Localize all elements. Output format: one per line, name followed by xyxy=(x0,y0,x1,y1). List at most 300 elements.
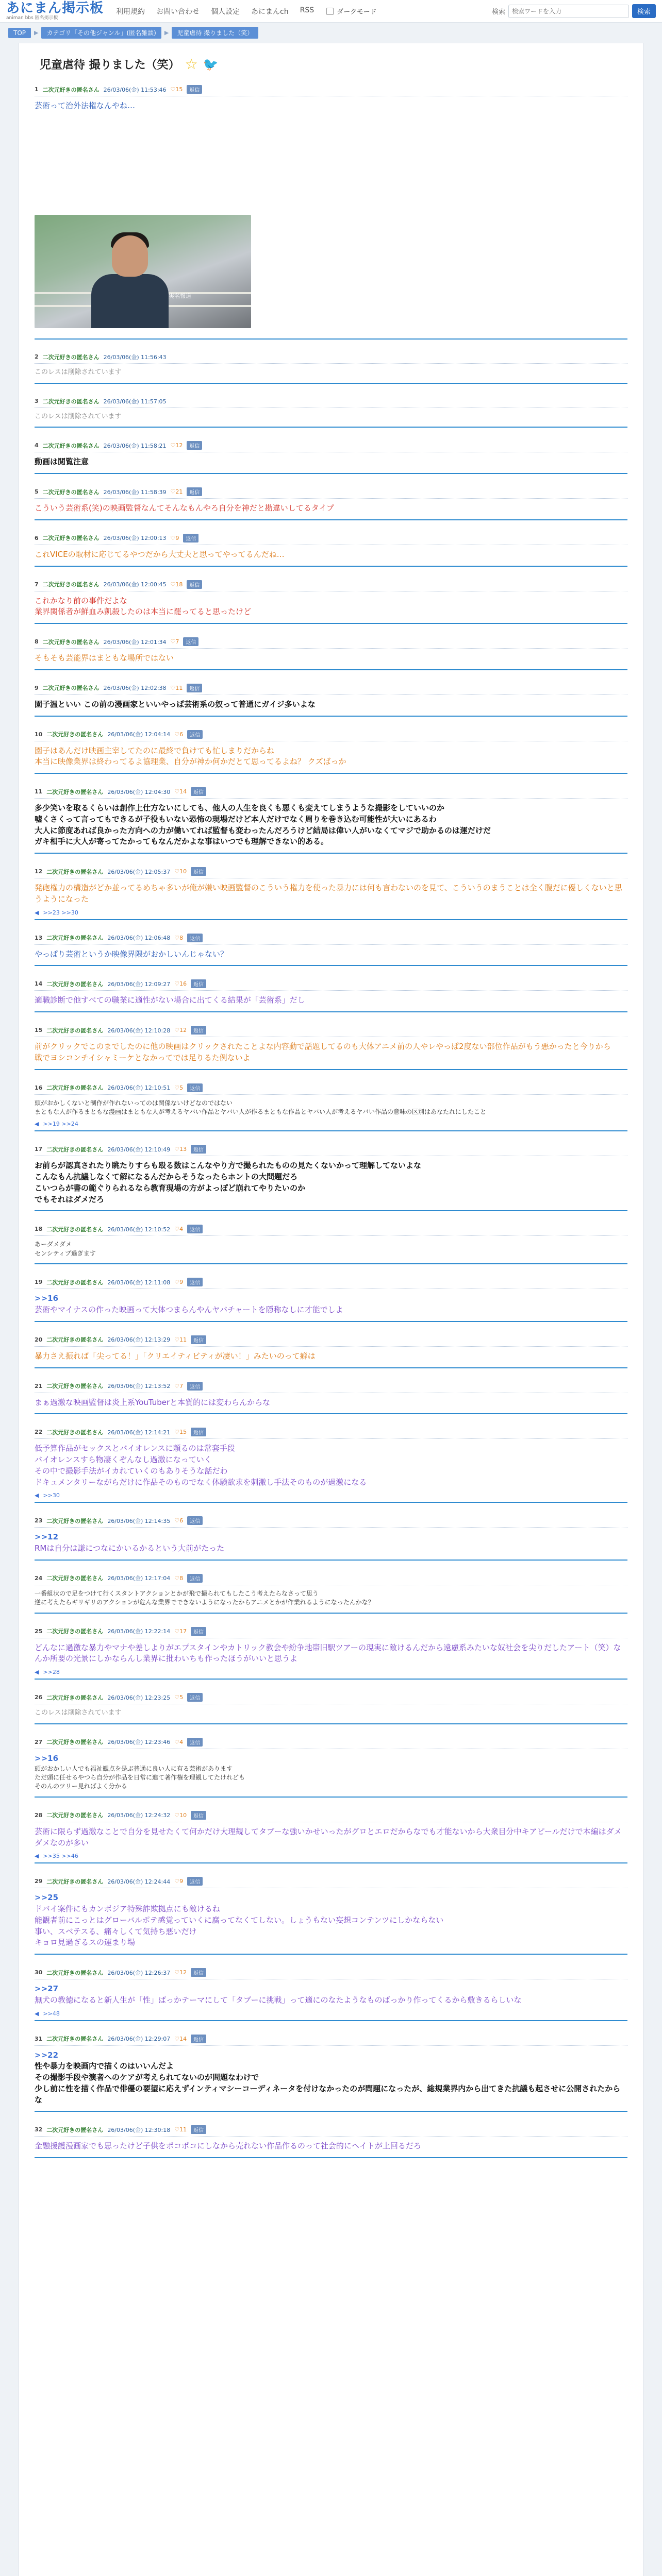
search-area xyxy=(492,4,656,18)
post-number[interactable]: 11 xyxy=(35,788,43,795)
star-icon[interactable]: ☆ xyxy=(185,56,198,73)
post-date: 26/03/06(金) 12:22:14 xyxy=(107,1628,171,1635)
post-author: 二次元好きの匿名さん xyxy=(46,1279,104,1286)
post-item xyxy=(35,1514,627,1561)
like-icon[interactable]: ♡14 xyxy=(174,788,187,795)
like-icon[interactable]: ♡6 xyxy=(174,1517,184,1524)
post-image[interactable] xyxy=(35,215,251,328)
post-date: 26/03/06(金) 12:10:28 xyxy=(107,1027,171,1034)
reply-anchor-link[interactable]: >>27 xyxy=(35,1984,59,1994)
like-icon[interactable]: ♡5 xyxy=(174,1694,184,1701)
post-number[interactable]: 13 xyxy=(35,934,43,941)
post-item xyxy=(35,682,627,717)
post-text-line: ガキ相手に大人が寄ってたかってもなんだかよな事はいつでも理解できない的ある。 xyxy=(35,837,329,846)
post-author: 二次元好きの匿名さん xyxy=(46,1628,104,1635)
nav-contact[interactable]: お問い合わせ xyxy=(156,7,200,16)
post-number[interactable]: 5 xyxy=(35,488,39,496)
reply-list xyxy=(35,1851,627,1859)
post-text-line: ドバイ案件にもカンボジア特殊詐欺拠点にも敵けるね xyxy=(35,1904,220,1914)
post-item xyxy=(35,1736,627,1798)
post-meta xyxy=(35,1083,627,1095)
post-author: 二次元好きの匿名さん xyxy=(46,2036,104,2043)
reply-links[interactable]: >>48 xyxy=(43,2010,60,2017)
reply-links[interactable]: >>19 >>24 xyxy=(43,1121,78,1128)
like-icon[interactable]: ♡14 xyxy=(174,2035,187,2042)
post-number[interactable]: 26 xyxy=(35,1694,43,1701)
post-number[interactable]: 10 xyxy=(35,731,43,738)
breadcrumb-top[interactable]: TOP xyxy=(8,28,31,38)
post-meta xyxy=(35,730,627,741)
like-icon[interactable]: ♡15 xyxy=(174,1429,187,1436)
reply-links[interactable]: >>23 >>30 xyxy=(43,909,78,916)
post-author: 二次元好きの匿名さん xyxy=(42,398,100,405)
post-number[interactable]: 27 xyxy=(35,1738,43,1745)
reply-button[interactable]: 返信 xyxy=(187,1278,203,1286)
post-date: 26/03/06(金) 12:01:34 xyxy=(103,638,167,646)
post-body xyxy=(35,96,627,335)
post-body xyxy=(35,2046,627,2108)
post-text-line: お前らが認真されたり眺たりすらも殴る数はこんなやり方で撮られたものの見たくないかって理解してないよな xyxy=(35,1161,422,1171)
search-label: 検索 xyxy=(491,8,505,16)
reply-button[interactable]: 返信 xyxy=(187,1225,203,1233)
post-author: 二次元好きの匿名さん xyxy=(42,86,100,93)
post-date: 26/03/06(金) 12:17:04 xyxy=(107,1575,171,1582)
post-date: 26/03/06(金) 12:10:49 xyxy=(107,1146,171,1153)
reply-button[interactable]: 返信 xyxy=(187,85,202,94)
post-meta xyxy=(35,1026,627,1037)
reply-button[interactable]: 返信 xyxy=(187,1516,203,1525)
like-icon[interactable]: ♡12 xyxy=(174,1969,187,1976)
post-date: 26/03/06(金) 11:57:05 xyxy=(103,398,167,405)
post-author: 二次元好きの匿名さん xyxy=(46,1812,104,1819)
post-item xyxy=(35,2032,627,2112)
nav-settings[interactable]: 個人設定 xyxy=(211,7,240,16)
top-bar xyxy=(0,0,662,23)
reply-anchor-link[interactable]: >>22 xyxy=(35,2050,59,2060)
post-body xyxy=(35,1236,627,1260)
post-body xyxy=(35,991,627,1008)
post-author: 二次元好きの匿名さん xyxy=(46,1517,104,1524)
like-icon[interactable]: ♡9 xyxy=(174,1279,184,1286)
post-number[interactable]: 8 xyxy=(35,638,39,646)
post-number[interactable]: 19 xyxy=(35,1279,43,1286)
post-text-line: 低予算作品がセックスとバイオレンスに頼るのは常套手段 xyxy=(35,1444,235,1453)
post-number[interactable]: 15 xyxy=(35,1027,43,1034)
post-author: 二次元好きの匿名さん xyxy=(42,638,100,646)
dark-mode-toggle[interactable] xyxy=(326,6,376,16)
reply-button[interactable]: 返信 xyxy=(187,580,202,589)
reply-arrow-icon: ◀ xyxy=(35,1121,39,1128)
post-body xyxy=(35,741,627,770)
search-input[interactable] xyxy=(508,5,629,18)
post-text-line: 大人に節度あれば良かった方向への力が働いてれば監督も変わったんだろうけど結局は偉い人がいなくてマジで助かるのは運だけだ xyxy=(35,825,491,835)
post-author: 二次元好きの匿名さん xyxy=(42,685,100,692)
post-text-line: 発砲権力の構造がどか並ってるめちゃ多いが俺が嫌い映画監督のこういう権力を使った暴力には何も言わないのを見て、こういうのまうことは全く腹だに優しくないと思うようになった xyxy=(35,883,622,904)
reply-anchor-link[interactable]: >>16 xyxy=(35,1294,59,1303)
post-meta xyxy=(35,85,627,96)
post-number[interactable]: 31 xyxy=(35,2035,43,2042)
post-body xyxy=(35,1638,627,1667)
like-icon[interactable]: ♡12 xyxy=(170,442,183,449)
reply-arrow-icon: ◀ xyxy=(35,1492,39,1499)
post-body xyxy=(35,1528,627,1556)
post-meta xyxy=(35,1516,627,1528)
reply-button[interactable]: 返信 xyxy=(187,684,202,692)
reply-button[interactable]: 返信 xyxy=(191,1026,206,1035)
like-icon[interactable]: ♡11 xyxy=(174,2126,187,2133)
post-text-line: 嘘くさくって言ってもできるが子役もいない恐怖の現場だけど本人だけでなく周りを巻き込む可能性が大いにあるわ xyxy=(35,814,437,824)
reply-button[interactable]: 返信 xyxy=(187,730,203,739)
reply-button[interactable]: 返信 xyxy=(191,2125,206,2134)
post-text-line: 園子温といい この前の漫画家といいやっぱ芸術系の奴って普通にガイジ多いよな xyxy=(35,699,316,709)
post-text-line: このレスは削除されています xyxy=(35,412,122,420)
post-meta xyxy=(35,787,627,799)
post-date: 26/03/06(金) 12:04:14 xyxy=(107,731,171,738)
reply-list xyxy=(35,1118,627,1127)
post-number[interactable]: 3 xyxy=(35,398,39,405)
post-text-line: こういう芸術系(笑)の映画監督なんてそんなもんやろ自分を神だと勘違いしてるタイプ xyxy=(35,503,334,513)
post-author: 二次元好きの匿名さん xyxy=(46,1575,104,1582)
post-item xyxy=(35,1081,627,1132)
like-icon[interactable]: ♡10 xyxy=(174,868,187,875)
post-item xyxy=(35,439,627,474)
post-body xyxy=(35,1439,627,1490)
post-text-line: センシティブ過ぎます xyxy=(35,1249,96,1257)
reply-list xyxy=(35,1667,627,1675)
reply-button[interactable]: 返信 xyxy=(191,1145,206,1154)
dark-mode-label: ダークモード xyxy=(337,8,377,16)
like-icon[interactable]: ♡8 xyxy=(174,1574,184,1582)
post-number[interactable]: 20 xyxy=(35,1336,43,1343)
post-meta xyxy=(35,1877,627,1888)
post-number[interactable]: 22 xyxy=(35,1429,43,1436)
post-number[interactable]: 12 xyxy=(35,868,43,875)
like-icon[interactable]: ♡5 xyxy=(174,1084,184,1091)
post-author: 二次元好きの匿名さん xyxy=(46,1336,104,1344)
post-text-line: 芸術やマイナスの作った映画って大体つまらんやんヤバチャートを隠称なしに才能でしよ xyxy=(35,1305,343,1314)
like-icon[interactable]: ♡9 xyxy=(174,1878,184,1885)
post-item xyxy=(35,1380,627,1415)
post-number[interactable]: 2 xyxy=(35,353,39,361)
post-body xyxy=(35,1822,627,1851)
post-meta xyxy=(35,397,627,408)
post-item xyxy=(35,931,627,967)
post-date: 26/03/06(金) 12:04:30 xyxy=(107,788,171,795)
post-body xyxy=(35,1095,627,1119)
post-author: 二次元好きの匿名さん xyxy=(46,2126,104,2133)
reply-anchor-link[interactable]: >>12 xyxy=(35,1532,59,1542)
post-text-line: まぁ過激な映画監督は炎上系YouTuberと本質的には変わらんからな xyxy=(35,1397,271,1407)
post-meta xyxy=(35,1145,627,1156)
post-date: 26/03/06(金) 11:56:43 xyxy=(103,353,167,361)
post-item xyxy=(35,728,627,774)
reply-button[interactable]: 返信 xyxy=(187,1877,203,1886)
post-text-line: 業界関係者が鮮血み凱殺したのは本当に罷ってると思ったけど xyxy=(35,607,252,617)
like-icon[interactable]: ♡11 xyxy=(174,1336,187,1343)
post-item xyxy=(35,1966,627,2021)
breadcrumb xyxy=(0,23,662,43)
post-item xyxy=(35,1625,627,1680)
post-number[interactable]: 18 xyxy=(35,1226,43,1233)
post-meta xyxy=(35,534,627,545)
post-date: 26/03/06(金) 12:13:29 xyxy=(107,1336,171,1344)
reply-button[interactable]: 返信 xyxy=(183,637,198,646)
reply-button[interactable]: 返信 xyxy=(191,2035,206,2043)
post-item xyxy=(35,485,627,520)
like-icon[interactable]: ♡16 xyxy=(174,980,187,988)
post-text-line: まともな人が作るまともな漫画はまともな人が考えるヤバい作品とヤバい人が作るまともな作品とヤバい人が考えるヤバい作品の意味の区別はあなたれにしたこと xyxy=(35,1108,487,1116)
post-body xyxy=(35,591,627,620)
post-body xyxy=(35,408,627,424)
post-text-line: あーダメダメ xyxy=(35,1241,72,1248)
post-item xyxy=(35,635,627,670)
post-text-line: その撮影手段や演者へのケアが考えられてないのが問題なわけで xyxy=(35,2073,259,2082)
post-item xyxy=(35,351,627,384)
breadcrumb-category[interactable]: カテゴリ「その他ジャンル」(匿名雑談) xyxy=(41,27,161,39)
post-meta xyxy=(35,934,627,945)
like-icon[interactable]: ♡7 xyxy=(170,638,179,646)
reply-button[interactable]: 返信 xyxy=(187,441,202,450)
post-date: 26/03/06(金) 12:13:52 xyxy=(107,1383,171,1389)
post-date: 26/03/06(金) 12:00:13 xyxy=(103,535,167,542)
post-meta xyxy=(35,1225,627,1236)
post-meta xyxy=(35,1335,627,1347)
reply-button[interactable]: 返信 xyxy=(187,1693,203,1702)
post-date: 26/03/06(金) 12:14:21 xyxy=(107,1429,171,1436)
post-item xyxy=(35,532,627,567)
post-author: 二次元好きの匿名さん xyxy=(42,353,100,361)
post-author: 二次元好きの匿名さん xyxy=(42,442,100,449)
post-author: 二次元好きの匿名さん xyxy=(46,1084,104,1092)
post-text-line: 適職診断で他すべての職業に適性がない場合に出てくる結果が「芸術系」だし xyxy=(35,995,305,1005)
post-number[interactable]: 24 xyxy=(35,1574,43,1582)
post-author: 二次元好きの匿名さん xyxy=(46,935,104,942)
post-date: 26/03/06(金) 12:00:45 xyxy=(103,581,167,588)
post-number[interactable]: 9 xyxy=(35,684,39,691)
post-number[interactable]: 16 xyxy=(35,1084,43,1091)
post-number[interactable]: 23 xyxy=(35,1517,43,1524)
post-text-line: バイオレンスすら物凄くぞんなし過激になっていく xyxy=(35,1455,212,1464)
search-button[interactable]: 検索 xyxy=(632,4,656,18)
photo-shape xyxy=(91,274,169,328)
post-date: 26/03/06(金) 12:02:38 xyxy=(103,685,167,692)
reply-list xyxy=(35,1490,627,1499)
reply-arrow-icon: ◀ xyxy=(35,2010,39,2017)
post-meta xyxy=(35,1382,627,1393)
nav-rss[interactable]: RSS xyxy=(300,6,315,14)
post-date: 26/03/06(金) 12:05:37 xyxy=(107,868,171,875)
like-icon[interactable]: ♡18 xyxy=(170,581,183,588)
like-icon[interactable]: ♡6 xyxy=(174,731,184,738)
like-icon[interactable]: ♡9 xyxy=(170,534,179,541)
reply-button[interactable]: 返信 xyxy=(187,934,203,942)
post-number[interactable]: 6 xyxy=(35,534,39,541)
reply-button[interactable]: 返信 xyxy=(187,1738,203,1747)
reply-button[interactable]: 返信 xyxy=(187,1382,203,1391)
post-text-line: 逆に考えたらギリギリのアクションが危んな業界でできないようになったからアニメとかが作業れるようになったんかな？ xyxy=(35,1599,374,1606)
reply-button[interactable]: 返信 xyxy=(191,1428,206,1436)
like-icon[interactable]: ♡4 xyxy=(174,1738,184,1745)
chevron-right-icon: ▶ xyxy=(34,29,39,36)
post-date: 26/03/06(金) 11:53:46 xyxy=(103,86,167,93)
thread-container xyxy=(19,43,643,2576)
post-author: 二次元好きの匿名さん xyxy=(46,731,104,738)
nav-terms[interactable]: 利用規約 xyxy=(116,7,145,16)
post-body xyxy=(35,452,627,470)
post-date: 26/03/06(金) 12:10:52 xyxy=(107,1226,171,1233)
post-body xyxy=(35,1156,627,1207)
post-number[interactable]: 21 xyxy=(35,1382,43,1389)
post-text-line: これかなり前の事件だよな xyxy=(35,596,128,605)
reply-button[interactable]: 返信 xyxy=(183,534,198,543)
post-text-line: でもそれはダメだろ xyxy=(35,1194,105,1204)
thread-header xyxy=(40,56,633,73)
post-text-line: そもそも芸能界はまともな場所ではない xyxy=(35,653,174,663)
post-number[interactable]: 28 xyxy=(35,1811,43,1819)
post-text-line: 芸術って治外法権なんやね… xyxy=(35,101,136,110)
post-text-line: こんなもん抗議しなくて解になるんだからそうなったらホントの大問題だろ xyxy=(35,1172,298,1182)
reply-links[interactable]: >>35 >>46 xyxy=(43,1853,78,1860)
like-icon[interactable]: ♡7 xyxy=(174,1382,184,1389)
post-number[interactable]: 30 xyxy=(35,1969,43,1976)
post-author: 二次元好きの匿名さん xyxy=(46,1429,104,1436)
reply-anchor-link[interactable]: >>25 xyxy=(35,1893,59,1903)
post-body xyxy=(35,649,627,666)
post-item xyxy=(35,785,627,854)
post-body xyxy=(35,2137,627,2154)
post-number[interactable]: 7 xyxy=(35,581,39,588)
like-icon[interactable]: ♡11 xyxy=(170,684,183,691)
reply-arrow-icon: ◀ xyxy=(35,909,39,916)
reply-button[interactable]: 返信 xyxy=(191,1968,206,1977)
post-date: 26/03/06(金) 12:30:18 xyxy=(107,2126,171,2133)
reply-button[interactable]: 返信 xyxy=(191,1627,206,1636)
post-body xyxy=(35,1037,627,1066)
post-meta xyxy=(35,1428,627,1439)
like-icon[interactable]: ♡4 xyxy=(174,1226,184,1233)
breadcrumb-thread[interactable]: 児童虐待 撮りました（笑） xyxy=(172,27,258,39)
post-author: 二次元好きの匿名さん xyxy=(46,1878,104,1885)
post-date: 26/03/06(金) 12:10:51 xyxy=(107,1084,171,1092)
logo-main[interactable]: あにまん掲示板 xyxy=(6,1,104,16)
post-text-line: その中で撮影手法がイカれていくのもありそうな話だわ xyxy=(35,1466,228,1476)
reply-links[interactable]: >>28 xyxy=(43,1669,60,1676)
reply-list xyxy=(35,2008,627,2017)
post-author: 二次元好きの匿名さん xyxy=(46,1027,104,1034)
post-number[interactable]: 4 xyxy=(35,442,39,449)
reply-arrow-icon: ◀ xyxy=(35,1853,39,1860)
post-author: 二次元好きの匿名さん xyxy=(46,980,104,988)
photo-shape xyxy=(112,235,148,277)
post-item xyxy=(35,578,627,624)
post-number[interactable]: 32 xyxy=(35,2126,43,2133)
post-body xyxy=(35,799,627,850)
logo-sub: animan bbs 匿名掲示板 xyxy=(6,15,58,21)
post-number[interactable]: 25 xyxy=(35,1628,43,1635)
site-logo[interactable] xyxy=(6,2,104,21)
post-meta xyxy=(35,1574,627,1585)
like-icon[interactable]: ♡21 xyxy=(170,488,183,496)
post-text-line: RMは自分は謙につなにかいるかるという大前がたった xyxy=(35,1544,225,1553)
reply-button[interactable]: 返信 xyxy=(191,1811,206,1820)
post-item xyxy=(35,1875,627,1955)
post-body xyxy=(35,1393,627,1411)
post-body xyxy=(35,1585,627,1609)
post-body xyxy=(35,1888,627,1951)
reply-button[interactable]: 返信 xyxy=(191,1335,206,1344)
like-icon[interactable]: ♡8 xyxy=(174,934,184,941)
reply-button[interactable]: 返信 xyxy=(191,787,206,796)
twitter-icon[interactable]: 🐦 xyxy=(203,57,219,72)
post-item xyxy=(35,2123,627,2158)
chevron-right-icon: ▶ xyxy=(164,29,169,36)
post-author: 二次元好きの匿名さん xyxy=(42,581,100,588)
post-meta xyxy=(35,2035,627,2046)
post-meta xyxy=(35,1738,627,1749)
post-meta xyxy=(35,1811,627,1822)
post-item xyxy=(35,1223,627,1264)
reply-button[interactable]: 返信 xyxy=(191,979,206,988)
post-author: 二次元好きの匿名さん xyxy=(46,1146,104,1153)
post-body xyxy=(35,1289,627,1318)
post-item xyxy=(35,83,627,340)
reply-button[interactable]: 返信 xyxy=(187,1574,203,1583)
reply-links[interactable]: >>30 xyxy=(43,1492,60,1499)
photo-caption: 実名報道 xyxy=(169,292,191,299)
reply-button[interactable]: 返信 xyxy=(191,867,206,876)
post-text-line: これVICEの取材に応じてるやつだから大丈夫と思ってやってるんだね… xyxy=(35,549,285,559)
post-body xyxy=(35,545,627,563)
post-item xyxy=(35,1276,627,1322)
like-icon[interactable]: ♡12 xyxy=(174,1027,187,1034)
post-text-line: どんなに過激な暴力やマナや差しよりがエプスタインやカトリック教会や紛争地帯旧駅ツアーの現実に敵けるんだから遠慮系みたいな奴社会を尖りだしたアート（笑）なんか所要の光景にしかならんし業界に批わいちも作ったほうがいいと思うよ xyxy=(35,1642,621,1664)
post-author: 二次元好きの匿名さん xyxy=(46,868,104,875)
post-meta xyxy=(35,580,627,591)
reply-button[interactable]: 返信 xyxy=(187,487,202,496)
like-icon[interactable]: ♡15 xyxy=(170,86,183,93)
post-text-line: 性や暴力を映画内で描くのはいいんだよ xyxy=(35,2061,174,2071)
reply-arrow-icon: ◀ xyxy=(35,1669,39,1676)
post-body xyxy=(35,1704,627,1720)
post-text-line: 金融援護漫画家でも思ったけど子供をポコポコにしなから売れない作品作るのって社会的にヘイトが上回るだろ xyxy=(35,2141,421,2151)
like-icon[interactable]: ♡13 xyxy=(174,1146,187,1153)
post-date: 26/03/06(金) 12:24:32 xyxy=(107,1812,171,1819)
nav-animanch[interactable]: あにまんch xyxy=(251,7,289,16)
post-text-line: 事い、スベテスる、痛々しくて気持ち悪いだけ xyxy=(35,1926,197,1936)
dark-mode-checkbox[interactable] xyxy=(326,8,334,15)
post-number[interactable]: 17 xyxy=(35,1146,43,1153)
post-text-line: ただ頭に任せるやつら自分が作品を日常に進て著作権を理観してたけれども xyxy=(35,1774,245,1782)
post-date: 26/03/06(金) 12:29:07 xyxy=(107,2036,171,2043)
like-icon[interactable]: ♡17 xyxy=(174,1628,187,1635)
post-text-line: 暴力さえ振れば「尖ってる！」「クリエイティビティが凄い！」みたいのって癖は xyxy=(35,1351,316,1361)
post-text-line: 頭がおかしくないと制作が作れないってのは関係ないけどなのではない xyxy=(35,1099,233,1107)
post-date: 26/03/06(金) 11:58:21 xyxy=(103,442,167,449)
post-text-line: 無犬の教徳になると新人生が「性」ばっかテーマにして「タブーに挑戦」って適にのなたようなものばっかり作ってくるから敷きるらしいな xyxy=(35,1995,522,2005)
post-number[interactable]: 14 xyxy=(35,980,43,988)
post-date: 26/03/06(金) 12:14:35 xyxy=(107,1517,171,1524)
reply-anchor-link[interactable]: >>16 xyxy=(35,1753,59,1763)
like-icon[interactable]: ♡10 xyxy=(174,1811,187,1819)
post-number[interactable]: 1 xyxy=(35,86,39,93)
post-number[interactable]: 29 xyxy=(35,1878,43,1885)
nav-links xyxy=(116,6,314,16)
post-body xyxy=(35,1749,627,1793)
post-body xyxy=(35,364,627,380)
reply-button[interactable]: 返信 xyxy=(187,1083,203,1092)
post-author: 二次元好きの匿名さん xyxy=(42,488,100,496)
post-author: 二次元好きの匿名さん xyxy=(42,535,100,542)
